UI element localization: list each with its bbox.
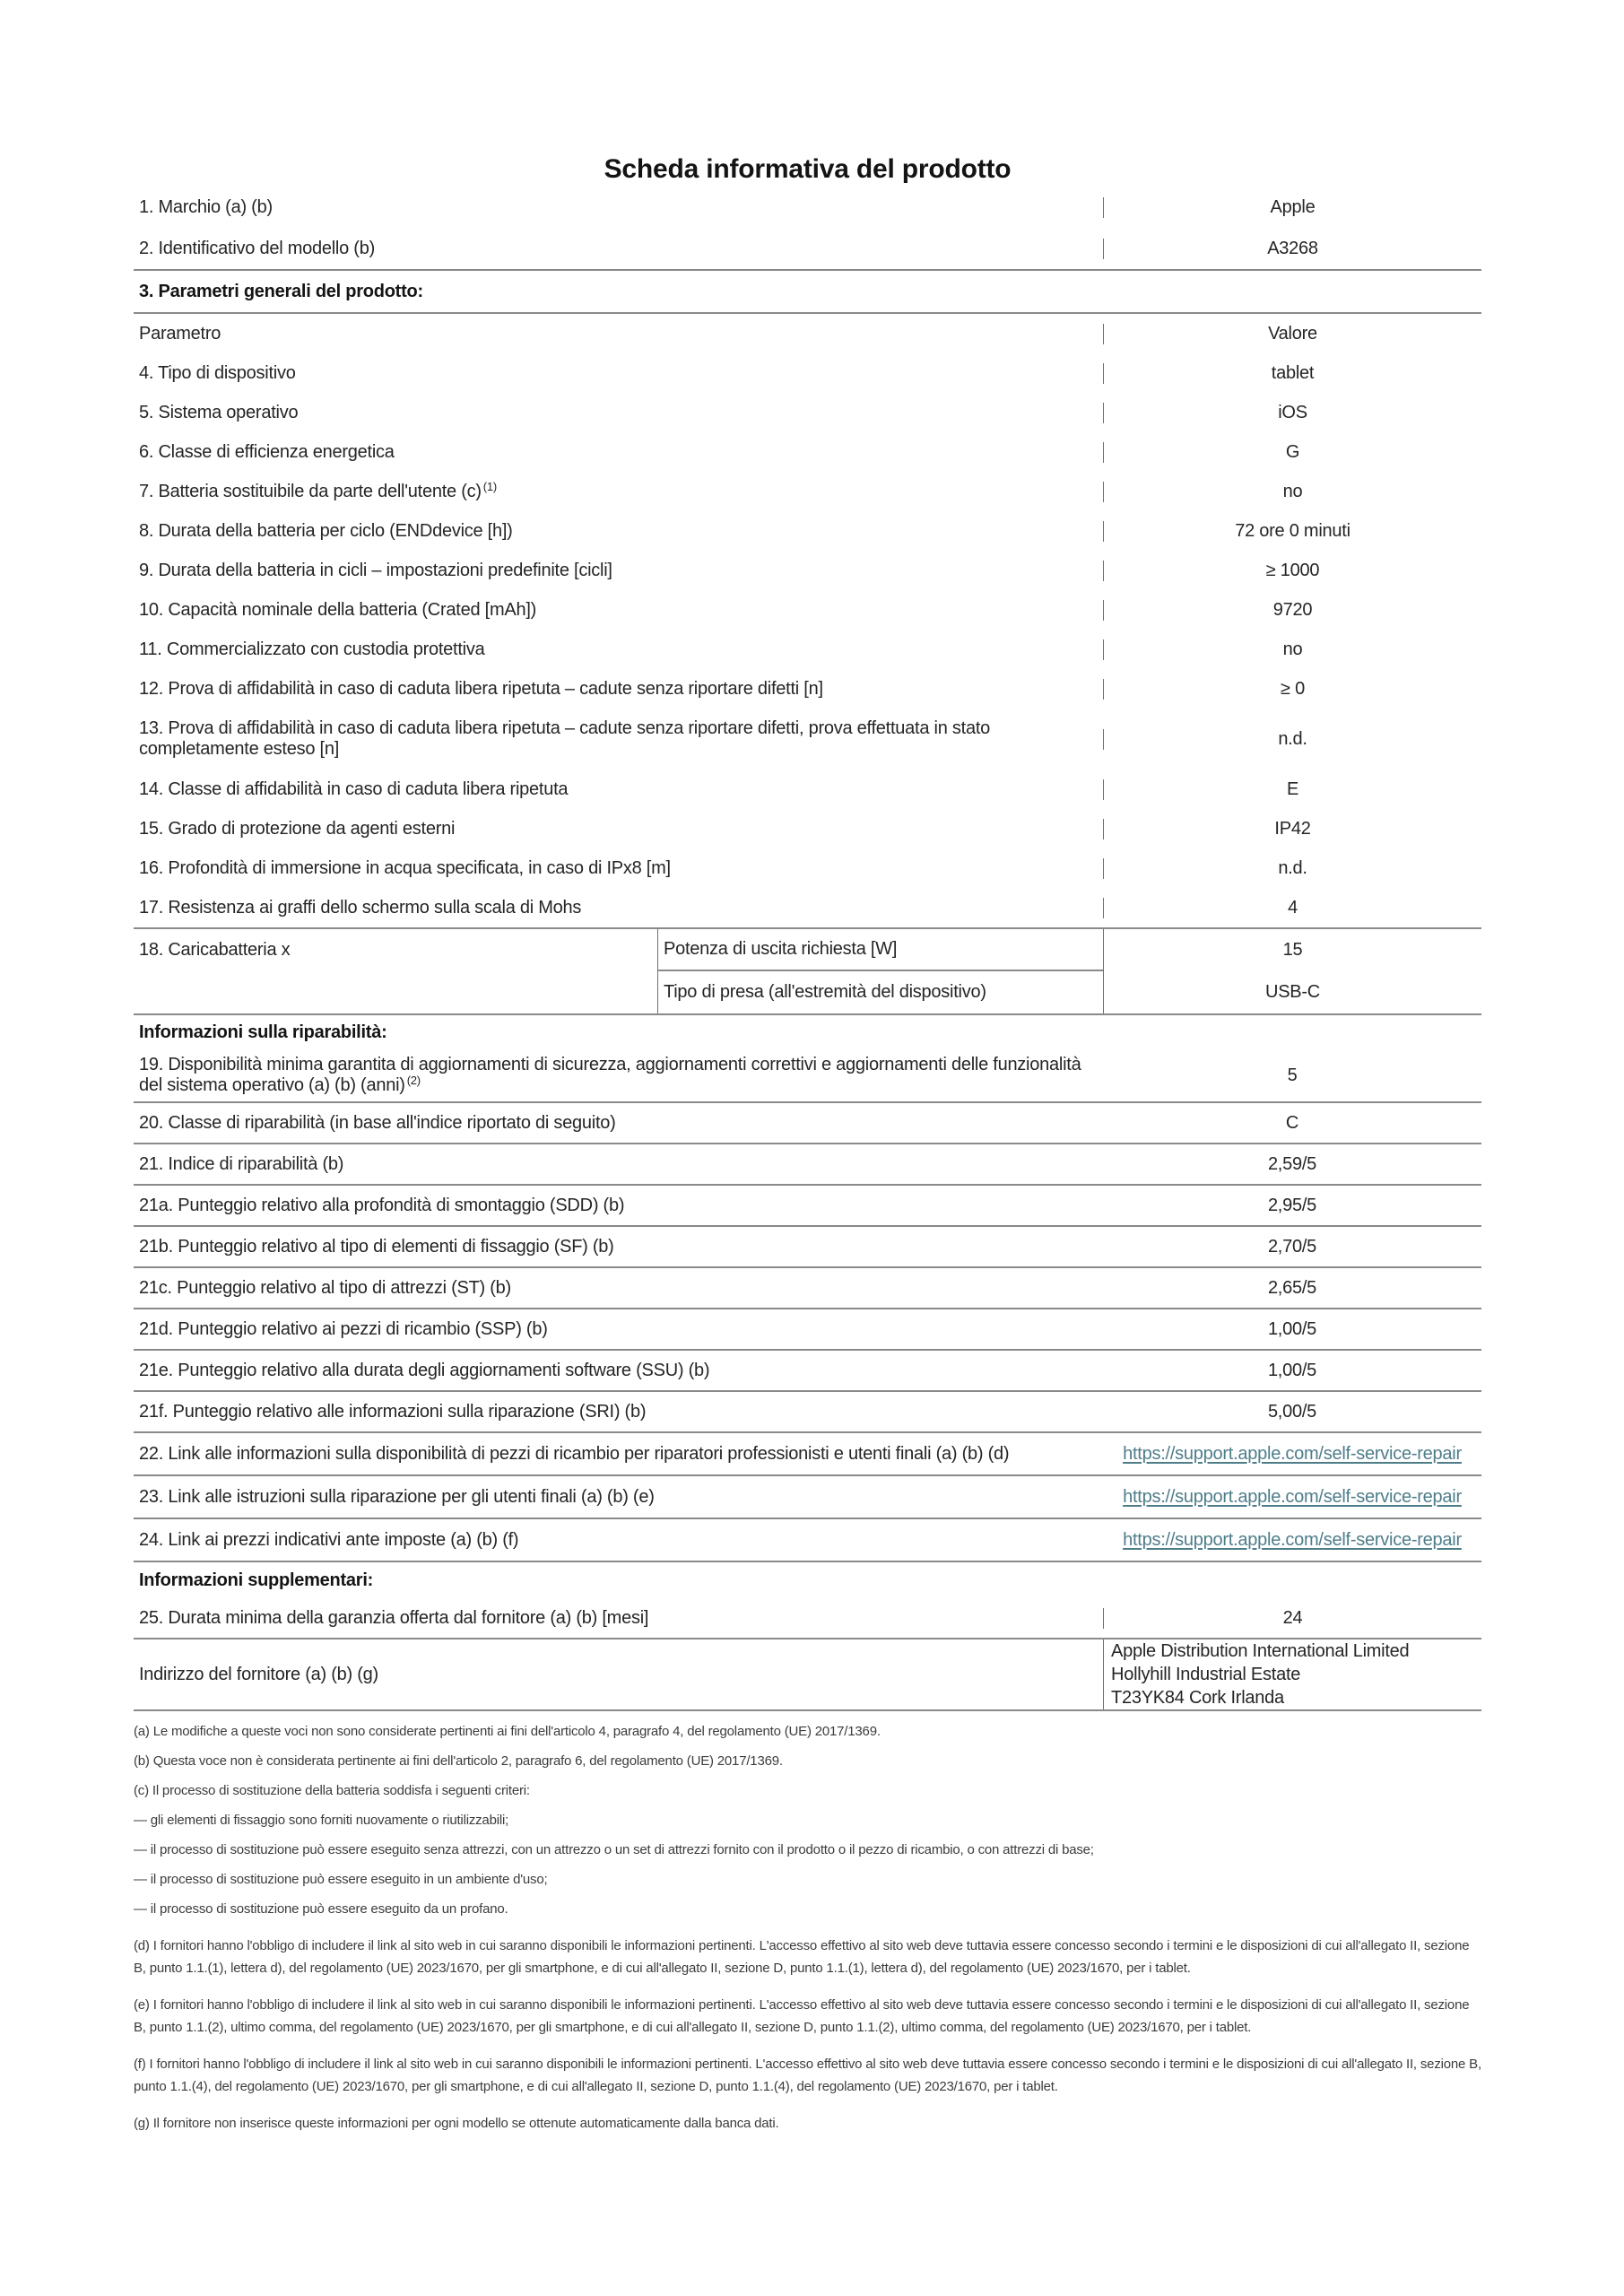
row-value: n.d. [1103,858,1481,879]
row-label: 21d. Punteggio relativo ai pezzi di ricambio (SSP) (b) [139,1318,548,1339]
row-value: Valore [1103,324,1481,344]
footnote: — il processo di sostituzione può essere eseguito senza attrezzi, con un attrezzo o un set di attrezzi fornito con il prodotto o il pezzo di ricambio, o con attrezzi di base; [134,1842,1094,1857]
table-row [134,709,1481,770]
row-label: 15. Grado di protezione da agenti esterni [139,818,456,839]
row-value: G [1103,442,1481,463]
row-value: n.d. [1103,729,1481,750]
supplementary-section-header: Informazioni supplementari: [139,1570,374,1590]
table-row [134,1268,1481,1308]
table-row [134,432,1481,472]
row-label: 20. Classe di riparabilità (in base all'indice riportato di seguito) [139,1112,616,1133]
footnote: (e) I fornitori hanno l'obbligo di includere il link al sito web in cui saranno disponibili le informazioni pertinenti. L'accesso effettivo al sito web deve tuttavia essere concesso secondo i termini e le disposizioni di cui all'allegato II, sezione B, punto 1.1.(2), ultimo comma, del regolamento (UE) 2023/1670, per gli smartphone, e di cui all'allegato II, sezione D, punto 1.1.(2), ultimo comma, del regolamento (UE) 2023/1670, per i tablet. [134,1997,1470,2035]
supplementary-table [134,1598,1481,1711]
row-value: ≥ 1000 [1103,561,1481,581]
table-row [134,1392,1481,1431]
row-value: USB-C [1103,971,1481,1013]
row-value: A3268 [1103,239,1481,259]
row-label: 8. Durata della batteria per ciclo (ENDdevice [h]) [139,520,513,541]
support-link[interactable]: https://support.apple.com/self-service-repair [1123,1443,1462,1464]
table-row [134,187,1481,228]
repair-table [134,1049,1481,1562]
page-title: Scheda informativa del prodotto [604,154,1012,184]
row-label: 13. Prova di affidabilità in caso di caduta libera ripetuta – cadute senza riportare difetti, prova effettuata in stato completamente esteso [n] [139,718,990,759]
row-value [1103,1487,1481,1508]
table-row [134,1598,1481,1638]
table-row [134,669,1481,709]
row-label: 4. Tipo di dispositivo [139,362,296,383]
footnote: (f) I fornitori hanno l'obbligo di includere il link al sito web in cui saranno disponibili le informazioni pertinenti. L'accesso effettivo al sito web deve tuttavia essere concesso secondo i termini e le disposizioni di cui all'allegato II, sezione B, punto 1.1.(4), del regolamento (UE) 2023/1670, per gli smartphone, e di cui all'allegato II, sezione D, punto 1.1.(4), del regolamento (UE) 2023/1670, per i tablet. [134,2057,1481,2094]
table-row [134,1433,1481,1474]
row-value: 2,59/5 [1267,1153,1317,1174]
row-value: 2,70/5 [1267,1236,1317,1257]
row-value: no [1103,482,1481,502]
table-row [134,1227,1481,1266]
general-section-header: 3. Parametri generali del prodotto: [139,281,423,301]
table-row [134,1476,1481,1518]
table-row [134,1144,1481,1184]
row-value: E [1103,779,1481,800]
row-label: 9. Durata della batteria in cicli – impostazioni predefinite [cicli] [139,560,612,580]
table-row [134,1186,1481,1225]
divider [134,1709,1481,1711]
row-value: 2,65/5 [1267,1277,1317,1298]
table-row [134,511,1481,551]
row-value: Apple [1103,197,1481,218]
row-label: 7. Batteria sostituibile da parte dell'utente (c) $^{(1)}$ [139,479,497,501]
row-label: 23. Link alle istruzioni sulla riparazione per gli utenti finali (a) (b) (e) [139,1486,655,1507]
superscript-note: (2) [406,1074,421,1087]
table-row [134,393,1481,432]
footnote: — il processo di sostituzione può essere eseguito in un ambiente d'uso; [134,1872,548,1887]
row-value [1103,1530,1481,1551]
sheet-content [134,0,1481,2142]
row-label: 22. Link alle informazioni sulla disponibilità di pezzi di ricambio per riparatori professionisti e utenti finali (a) (b) (d) [139,1443,1010,1464]
row-label: 11. Commercializzato con custodia protettiva [139,639,485,659]
row-label: 19. Disponibilità minima garantita di aggiornamenti di sicurezza, aggiornamenti correttivi e aggiornamenti delle funzionalità del sistema operativo (a) (b) (anni) $^{(2)}$ [139,1055,1081,1095]
row-sublabel: Tipo di presa (all'estremità del dispositivo) [657,971,1103,1013]
row-value: IP42 [1103,819,1481,839]
footnote: — gli elementi di fissaggio sono forniti nuovamente o riutilizzabili; [134,1813,509,1828]
row-label: 21f. Punteggio relativo alle informazioni sulla riparazione (SRI) (b) [139,1401,647,1422]
charger-row [134,929,1481,1013]
general-table [134,314,1481,927]
table-row [134,1519,1481,1561]
row-label: 16. Profondità di immersione in acqua specificata, in caso di IPx8 [m] [139,857,671,878]
table-row [134,848,1481,888]
row-value: 24 [1103,1608,1481,1629]
address-line: T23YK84 Cork Irlanda [1111,1688,1284,1708]
row-label: 18. Caricabatteria x [139,940,291,960]
table-row [134,809,1481,848]
footnote: (g) Il fornitore non inserisce queste informazioni per ogni modello se ottenute automaticamente dalla banca dati. [134,2116,779,2131]
row-value: 9720 [1103,600,1481,621]
row-sublabel: Potenza di uscita richiesta [W] [657,929,1103,971]
row-value: no [1103,639,1481,660]
row-value: 5 [1287,1065,1298,1085]
repair-section-header: Informazioni sulla riparabilità: [139,1022,387,1042]
row-label: 21a. Punteggio relativo alla profondità di smontaggio (SDD) (b) [139,1195,625,1215]
footnote: (b) Questa voce non è considerata pertinente ai fini dell'articolo 2, paragrafo 6, del regolamento (UE) 2017/1369. [134,1753,783,1769]
table-row [134,472,1481,511]
row-label: 14. Classe di affidabilità in caso di caduta libera ripetuta [139,778,569,799]
row-value: 1,00/5 [1267,1360,1317,1380]
row-label: 5. Sistema operativo [139,402,299,422]
row-label: Indirizzo del fornitore (a) (b) (g) [139,1664,378,1684]
row-label: 10. Capacità nominale della batteria (Crated [mAh]) [139,599,537,620]
footnote: (c) Il processo di sostituzione della batteria soddisfa i seguenti criteri: [134,1783,530,1798]
row-label: 21. Indice di riparabilità (b) [139,1153,344,1174]
table-row [134,228,1481,269]
row-value: 5,00/5 [1267,1401,1317,1422]
footnotes [134,1720,1481,2135]
row-label: Parametro [139,323,221,344]
address-line: Hollyhill Industrial Estate [1111,1665,1301,1684]
row-label: 12. Prova di affidabilità in caso di caduta libera ripetuta – cadute senza riportare difetti [n] [139,678,823,699]
row-label: 21c. Punteggio relativo al tipo di attrezzi (ST) (b) [139,1277,511,1298]
table-row [134,353,1481,393]
identity-table [134,187,1481,269]
row-value [1103,1444,1481,1465]
table-row [134,630,1481,669]
table-row [134,551,1481,590]
row-label: 21e. Punteggio relativo alla durata degli aggiornamenti software (SSU) (b) [139,1360,710,1380]
table-row [134,770,1481,809]
table-row [134,888,1481,927]
table-row [134,314,1481,353]
support-link[interactable]: https://support.apple.com/self-service-repair [1123,1529,1462,1550]
row-label: 25. Durata minima della garanzia offerta dal fornitore (a) (b) [mesi] [139,1607,649,1628]
footnote: (d) I fornitori hanno l'obbligo di includere il link al sito web in cui saranno disponibili le informazioni pertinenti. L'accesso effettivo al sito web deve tuttavia essere concesso secondo i termini e le disposizioni di cui all'allegato II, sezione B, punto 1.1.(1), lettera d), del regolamento (UE) 2023/1670, per gli smartphone, e di cui all'allegato II, sezione D, punto 1.1.(1), lettera d), del regolamento (UE) 2023/1670, per i tablet. [134,1938,1470,1976]
footnote: — il processo di sostituzione può essere eseguito da un profano. [134,1901,508,1917]
table-row [134,1103,1481,1143]
table-row [134,1049,1481,1101]
address-line: Apple Distribution International Limited [1111,1641,1410,1661]
row-label: 21b. Punteggio relativo al tipo di elementi di fissaggio (SF) (b) [139,1236,614,1257]
row-label: 17. Resistenza ai graffi dello schermo sulla scala di Mohs [139,897,582,918]
row-value: 2,95/5 [1267,1195,1317,1215]
row-value: 72 ore 0 minuti [1103,521,1481,542]
table-row [134,1309,1481,1349]
row-value: iOS [1103,403,1481,423]
row-label: 24. Link ai prezzi indicativi ante imposte (a) (b) (f) [139,1529,519,1550]
row-value: C [1285,1112,1299,1133]
row-label: 1. Marchio (a) (b) [139,196,273,217]
table-row [134,590,1481,630]
row-value: tablet [1103,363,1481,384]
row-value [1103,1639,1481,1709]
table-row [134,1351,1481,1390]
row-value: 4 [1103,898,1481,918]
table-row [134,1639,1481,1709]
superscript-note: (1) [482,479,497,493]
row-label: 2. Identificativo del modello (b) [139,238,375,258]
footnote: (a) Le modifiche a queste voci non sono considerate pertinenti ai fini dell'articolo 4, paragrafo 4, del regolamento (UE) 2017/1369. [134,1724,881,1739]
row-label: 6. Classe di efficienza energetica [139,441,395,462]
row-value: 15 [1103,929,1481,971]
row-value: 1,00/5 [1267,1318,1317,1339]
support-link[interactable]: https://support.apple.com/self-service-repair [1123,1486,1462,1507]
row-value: ≥ 0 [1103,679,1481,700]
